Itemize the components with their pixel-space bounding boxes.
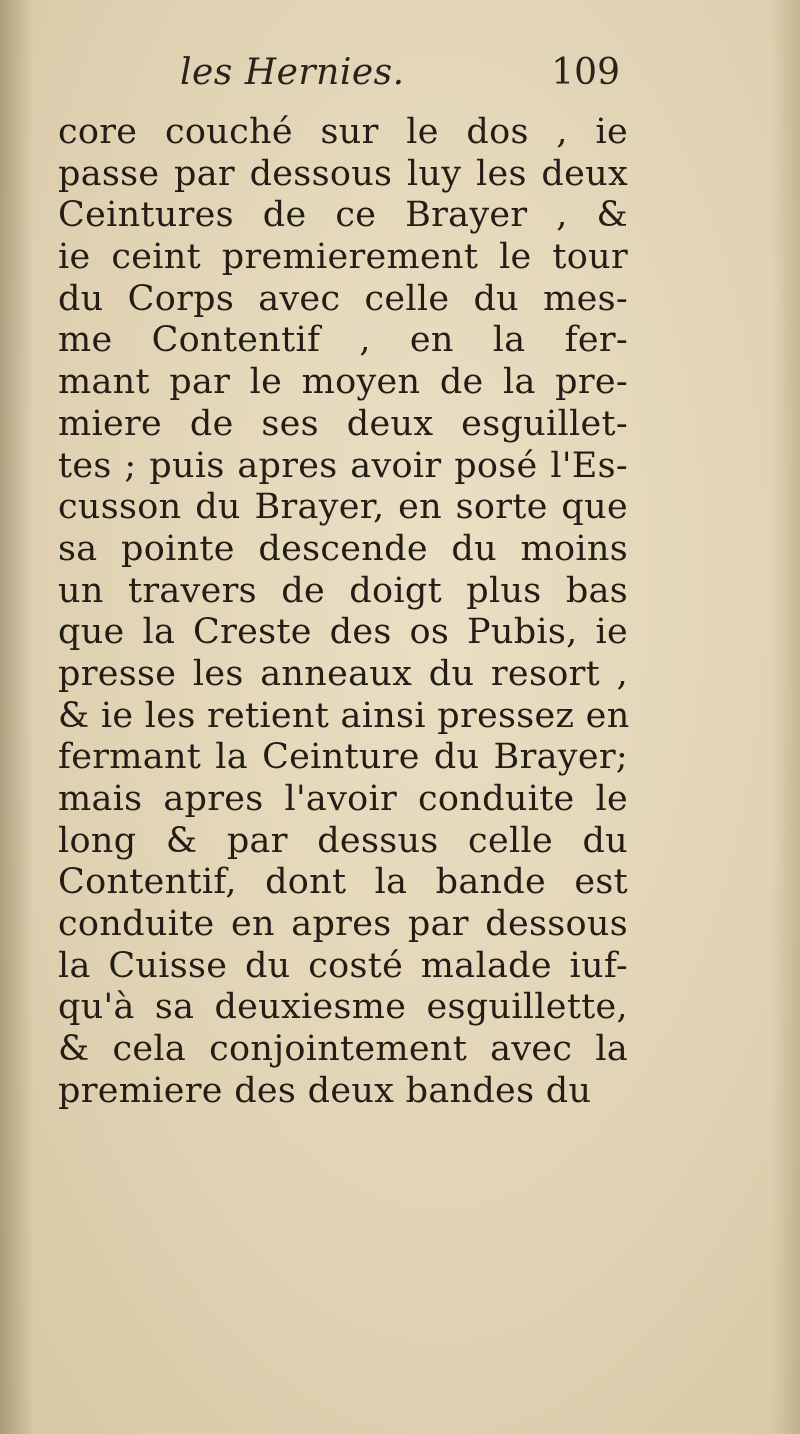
text-line: passe par dessous luy les deux (58, 153, 628, 194)
text-line: un travers de doigt plus bas (58, 570, 628, 611)
text-line: Contentif, dont la bande est (58, 862, 628, 903)
text-line: & cela conjointement avec la (58, 1029, 628, 1070)
text-line: du Corps avec celle du mes- (58, 278, 628, 319)
text-line: & ie les retient ainsi pressez en (58, 695, 630, 736)
text-line: conduite en apres par dessous (58, 904, 628, 945)
text-line: premiere des deux bandes du (58, 1070, 592, 1111)
text-line: mant par le moyen de la pre- (58, 362, 628, 403)
text-line: mais apres l'avoir conduite le (58, 779, 628, 819)
text-line: ie ceint premierement le tour (58, 237, 628, 278)
text-line: core couché sur le dos , ie (58, 112, 628, 152)
text-line: long & par dessus celle du (58, 820, 628, 861)
page-number: 109 (551, 52, 620, 93)
text-line: que la Creste des os Pubis, ie (58, 612, 628, 653)
text-line: fermant la Ceinture du Brayer; (58, 737, 628, 778)
page-header (60, 50, 620, 102)
text-line: sa pointe descende du moins (58, 528, 628, 569)
text-line: la Cuisse du costé malade iuf- (58, 945, 628, 986)
text-line: tes ; puis apres avoir posé l'Es- (58, 445, 628, 486)
text-line: miere de ses deux esguillet- (58, 403, 628, 444)
running-title: les Hernies. (180, 52, 405, 93)
text-line: me Contentif , en la fer- (58, 320, 628, 361)
body-text (58, 112, 628, 1113)
text-line: Ceintures de ce Brayer , & (58, 195, 628, 236)
text-line: qu'à sa deuxiesme esguillette, (58, 987, 628, 1028)
text-line: cusson du Brayer, en sorte que (58, 487, 628, 528)
text-line: presse les anneaux du resort , (58, 653, 628, 694)
